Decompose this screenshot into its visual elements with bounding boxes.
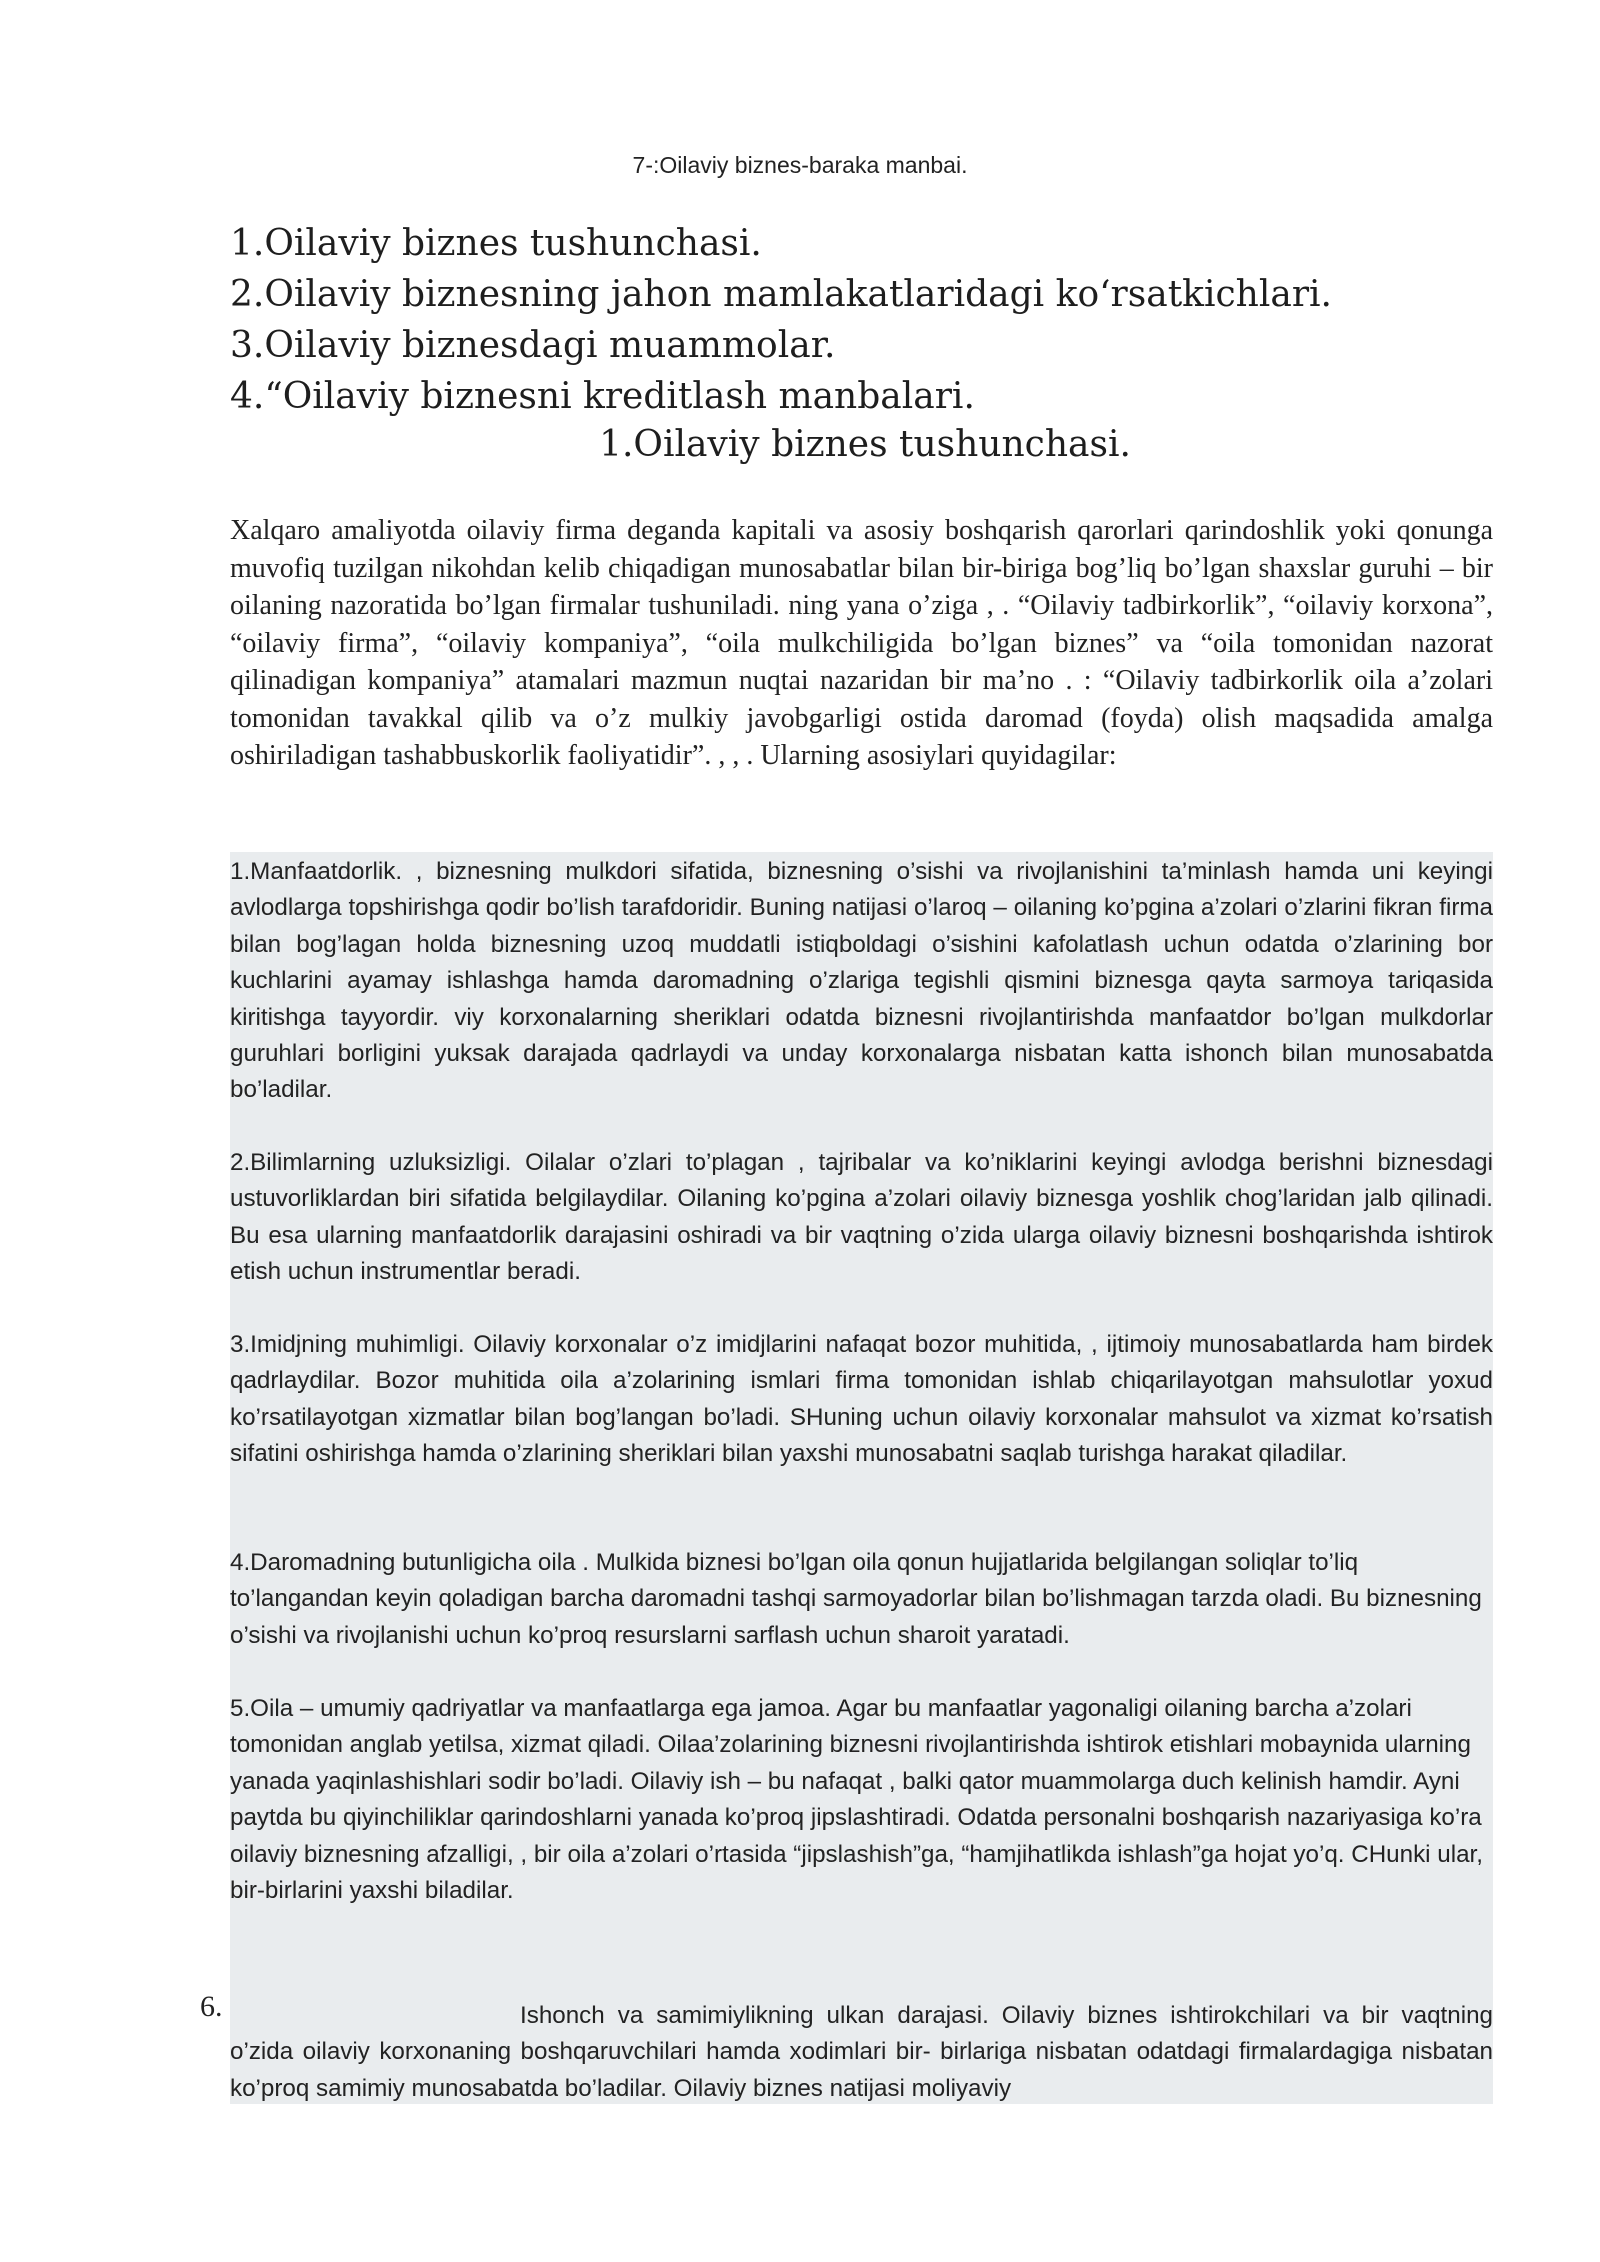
list-item-number: 6. (200, 1990, 223, 2023)
toc-item: 1.Oilaviy biznes tushunchasi. (230, 223, 762, 264)
list-item: 4.Daromadning butunligicha oila . Mulkida biznesi bo’lgan oila qonun hujjatlarida belgilangan soliqlar to’liq to’langandan keyin qoladigan barcha daromadni tashqi sarmoyadorlar bilan bo’lishmagan tarzda oladi. Bu biznesning o’sishi va rivojlanishi uchun ko’proq resurslarni sarflash uchun sharoit yaratadi. (230, 1549, 1482, 1649)
toc-item: 2.Oilaviy biznesning jahon mamlakatlaridagi koʻrsatkichlari. (230, 274, 1332, 315)
list-item: 2.Bilimlarning uzluksizligi. Oilalar o’zlari to’plagan , tajribalar va ko’niklarini keyingi avlodga berishni biznesdagi ustuvorliklardan biri sifatida belgilaydilar. Oilaning ko’pgina a’zolari oilaviy biznesga yoshlik chog’laridan jalb qilinadi. Bu esa ularning manfaatdorlik darajasini oshiradi va bir vaqtning o’zida ularga oilaviy biznesni boshqarishda ishtirok etish uchun instrumentlar beradi. (230, 1149, 1493, 1286)
list-item: 5.Oila – umumiy qadriyatlar va manfaatlarga ega jamoa. Agar bu manfaatlar yagonaligi oilaning barcha a’zolari tomonidan anglab yetilsa, xizmat qiladi. Oilaa’zolarining biznesni rivojlantirishda ishtirok etishlari mobaynida ularning yanada yaqinlashishlari sodir bo’ladi. Oilaviy ish – bu nafaqat , balki qator muammolarga duch kelinish hamdir. Ayni paytda bu qiyinchiliklar qarindoshlarni yanada ko’proq jipslashtiradi. Odatda personalni boshqarish nazariyasiga ko’ra oilaviy biznesning afzalligi, , bir oila a’zolari o’rtasida “jipslashish”ga, “hamjihatlikda ishlash”ga hojat yo’q. CHunki ular, bir-birlarini yaxshi biladilar. (230, 1695, 1483, 1905)
toc-item: 4.“Oilaviy biznesni kreditlash manbalari. (230, 376, 975, 417)
list-item: Ishonch va samimiylikning ulkan darajasi. Oilaviy biznes ishtirokchilari va bir vaqtning o’zida oilaviy korxonaning boshqaruvchilari hamda xodimlari bir- birlariga nisbatan odatdagi firmalardagiga nisbatan ko’proq samimiy munosabatda bo’ladilar. Oilaviy biznes natijasi moliyaviy (230, 2002, 1493, 2102)
table-of-contents (230, 218, 1430, 422)
section-heading: 1.Oilaviy biznes tushunchasi. (599, 424, 1131, 465)
intro-paragraph: Xalqaro amaliyotda oilaviy firma deganda kapitali va asosiy boshqarish qarorlari qarindoshlik yoki qonunga muvofiq tuzilgan nikohdan kelib chiqadigan munosabatlar bilan bir-biriga bog’liq bo’lgan shaxslar guruhi – bir oilaning nazoratida bo’lgan firmalar tushuniladi. ning yana o’ziga , . “Oilaviy tadbirkorlik”, “oilaviy korxona”, “oilaviy firma”, “oilaviy kompaniya”, “oila mulkchiligida bo’lgan biznes” va “oila tomonidan nazorat qilinadigan kompaniya” atamalari mazmun nuqtai nazaridan bir ma’no . : “Oilaviy tadbirkorlik oila a’zolari tomonidan tavakkal qilib va o’z mulkiy javobgarligi ostida daromad (foyda) olish maqsadida amalga oshiriladigan tashabbuskorlik faoliyatidir”. , , . Ularning asosiylari quyidagilar: (230, 515, 1493, 771)
toc-item: 3.Oilaviy biznesdagi muammolar. (230, 325, 836, 366)
list-item: 3.Imidjning muhimligi. Oilaviy korxonalar o’z imidjlarini nafaqat bozor muhitida, , ijtimoiy munosabatlarda ham birdek qadrlaydilar. Bozor muhitida oila a’zolarining ismlari firma tomonidan ishlab chiqarilayotgan mahsulotlar yoxud ko’rsatilayotgan xizmatlar bilan bog’langan bo’ladi. SHuning uchun oilaviy korxonalar mahsulot va xizmat ko’rsatish sifatini oshirishga hamda o’zlarining sheriklari bilan yaxshi munosabatni saqlab turishga harakat qiladilar. (230, 1331, 1493, 1468)
document-title: 7-:Oilaviy biznes-baraka manbai. (632, 152, 968, 178)
list-item: 1.Manfaatdorlik. , biznesning mulkdori sifatida, biznesning o’sishi va rivojlanishini ta’minlash hamda uni keyingi avlodlarga topshirishga qodir bo’lish tarafdoridir. Buning natijasi o’laroq – oilaning ko’pgina a’zolari o’zlarini fikran firma bilan bog’lagan holda biznesning uzoq muddatli istiqboldagi o’sishini kafolatlash uchun odatda o’zlarining bor kuchlarini ayamay ishlashga hamda daromadning o’zlariga tegishli qismini biznesga qayta sarmoya tariqasida kiritishga tayyordir. viy korxonalarning sheriklari odatda biznesni rivojlantirishda manfaatdor bo’lgan mulkdorlar guruhlari borligini yuksak darajada qadrlaydi va unday korxonalarga nisbatan katta ishonch bilan munosabatda bo’ladilar. (230, 858, 1493, 1104)
